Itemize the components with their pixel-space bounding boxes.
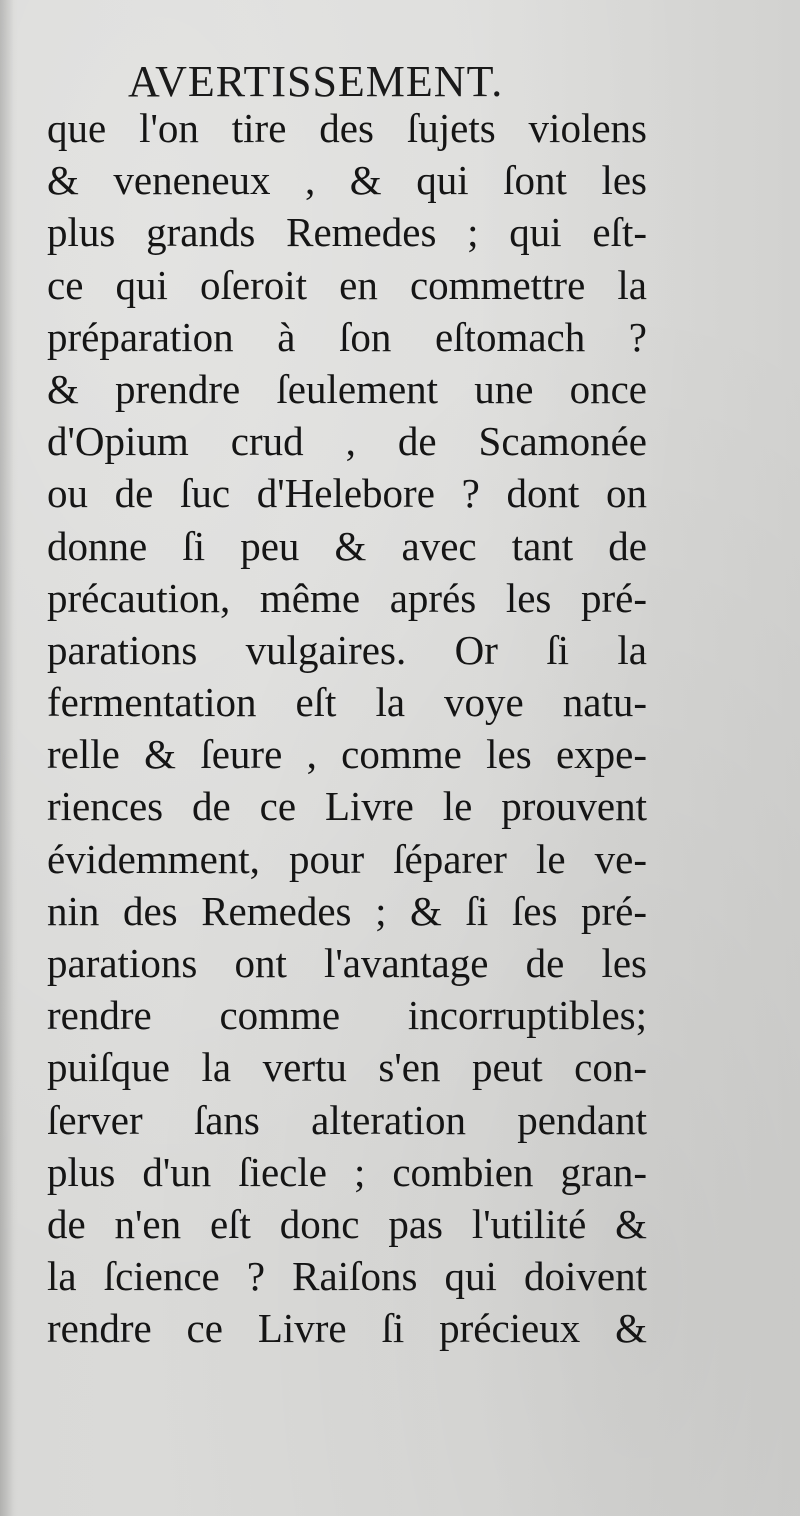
text-line: plus grands Remedes ; qui eſt- <box>47 209 647 256</box>
text-line: ou de ſuc d'Helebore ? dont on <box>47 470 647 517</box>
text-line: précaution, même aprés les pré- <box>47 574 647 621</box>
text-line: la ſcience ? Raiſons qui doivent <box>47 1253 647 1300</box>
text-line: de n'en eſt donc pas l'utilité & <box>47 1200 647 1247</box>
spine-shadow <box>0 0 14 1516</box>
running-head: AVERTISSEMENT. <box>128 57 504 106</box>
text-line: riences de ce Livre le prouvent <box>47 783 647 830</box>
text-line: fermentation eſt la voye natu- <box>47 679 647 726</box>
text-line: plus d'un ſiecle ; combien gran- <box>47 1148 647 1195</box>
text-line: rendre ce Livre ſi précieux & <box>47 1305 647 1352</box>
text-line: rendre comme incorruptibles; <box>47 992 647 1039</box>
text-line: ſerver ſans alteration pendant <box>47 1096 647 1143</box>
text-line: donne ſi peu & avec tant de <box>47 522 647 569</box>
text-line: parations ont l'avantage de les <box>47 940 647 986</box>
text-line: que l'on tire des ſujets violens <box>47 105 647 151</box>
text-line: relle & ſeure , comme les expe- <box>47 731 647 778</box>
text-line: évidemment, pour ſéparer le ve- <box>47 835 647 882</box>
body-text <box>47 102 647 1355</box>
text-line: nin des Remedes ; & ſi ſes pré- <box>47 887 647 934</box>
text-line: & veneneux , & qui ſont les <box>47 157 647 204</box>
text-line: ce qui oſeroit en commettre la <box>47 261 647 308</box>
text-line: parations vulgaires. Or ſi la <box>47 626 647 673</box>
text-line: puiſque la vertu s'en peut con- <box>47 1044 647 1091</box>
text-line: d'Opium crud , de Scamonée <box>47 418 647 465</box>
text-line: préparation à ſon eſtomach ? <box>47 313 647 360</box>
text-line: & prendre ſeulement une once <box>47 365 647 412</box>
